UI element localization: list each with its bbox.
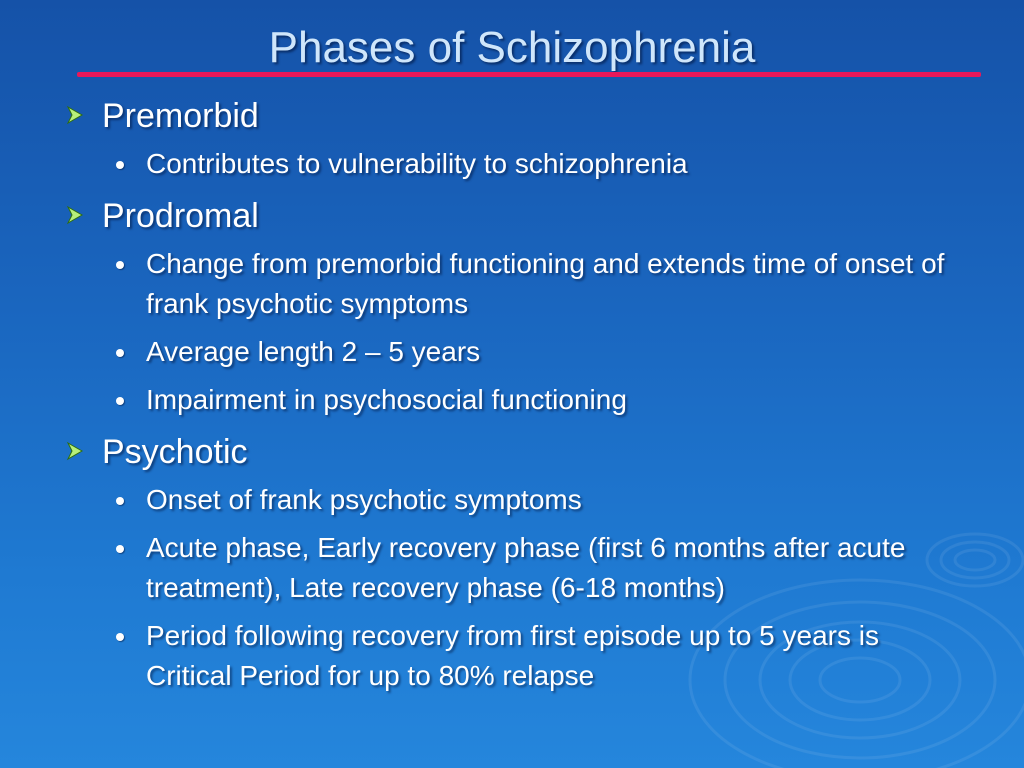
section-prodromal bbox=[60, 194, 970, 420]
dot-icon bbox=[116, 349, 124, 357]
point-text: Change from premorbid functioning and extends time of onset of frank psychotic symptoms bbox=[146, 248, 945, 319]
title-underline bbox=[77, 72, 981, 77]
slide-content bbox=[60, 94, 970, 706]
point-text: Period following recovery from first episode up to 5 years is Critical Period for up to 80% relapse bbox=[146, 620, 879, 691]
section-heading: Prodromal bbox=[102, 197, 259, 235]
section-premorbid bbox=[60, 94, 970, 184]
chevron-right-icon bbox=[64, 440, 86, 462]
list-item bbox=[60, 528, 970, 608]
level1-bullet bbox=[60, 430, 970, 474]
list-item bbox=[60, 332, 970, 372]
point-text: Acute phase, Early recovery phase (first 6 months after acute treatment), Late recovery phase (6-18 months) bbox=[146, 532, 906, 603]
section-psychotic bbox=[60, 430, 970, 696]
list-item bbox=[60, 144, 970, 184]
dot-icon bbox=[116, 397, 124, 405]
section-heading: Psychotic bbox=[102, 433, 248, 471]
chevron-right-icon bbox=[64, 104, 86, 126]
list-item bbox=[60, 244, 970, 324]
list-item bbox=[60, 380, 970, 420]
point-text: Contributes to vulnerability to schizophrenia bbox=[146, 148, 688, 179]
dot-icon bbox=[116, 545, 124, 553]
point-text: Average length 2 – 5 years bbox=[146, 336, 481, 367]
level1-bullet bbox=[60, 194, 970, 238]
slide-title: Phases of Schizophrenia bbox=[268, 23, 756, 72]
dot-icon bbox=[116, 261, 124, 269]
dot-icon bbox=[116, 633, 124, 641]
dot-icon bbox=[116, 161, 124, 169]
section-heading: Premorbid bbox=[102, 97, 259, 135]
level1-bullet bbox=[60, 94, 970, 138]
list-item bbox=[60, 480, 970, 520]
point-list bbox=[60, 480, 970, 696]
dot-icon bbox=[116, 497, 124, 505]
list-item bbox=[60, 616, 970, 696]
chevron-right-icon bbox=[64, 204, 86, 226]
point-text: Onset of frank psychotic symptoms bbox=[146, 484, 582, 515]
point-list bbox=[60, 144, 970, 184]
point-list bbox=[60, 244, 970, 420]
point-text: Impairment in psychosocial functioning bbox=[146, 384, 627, 415]
